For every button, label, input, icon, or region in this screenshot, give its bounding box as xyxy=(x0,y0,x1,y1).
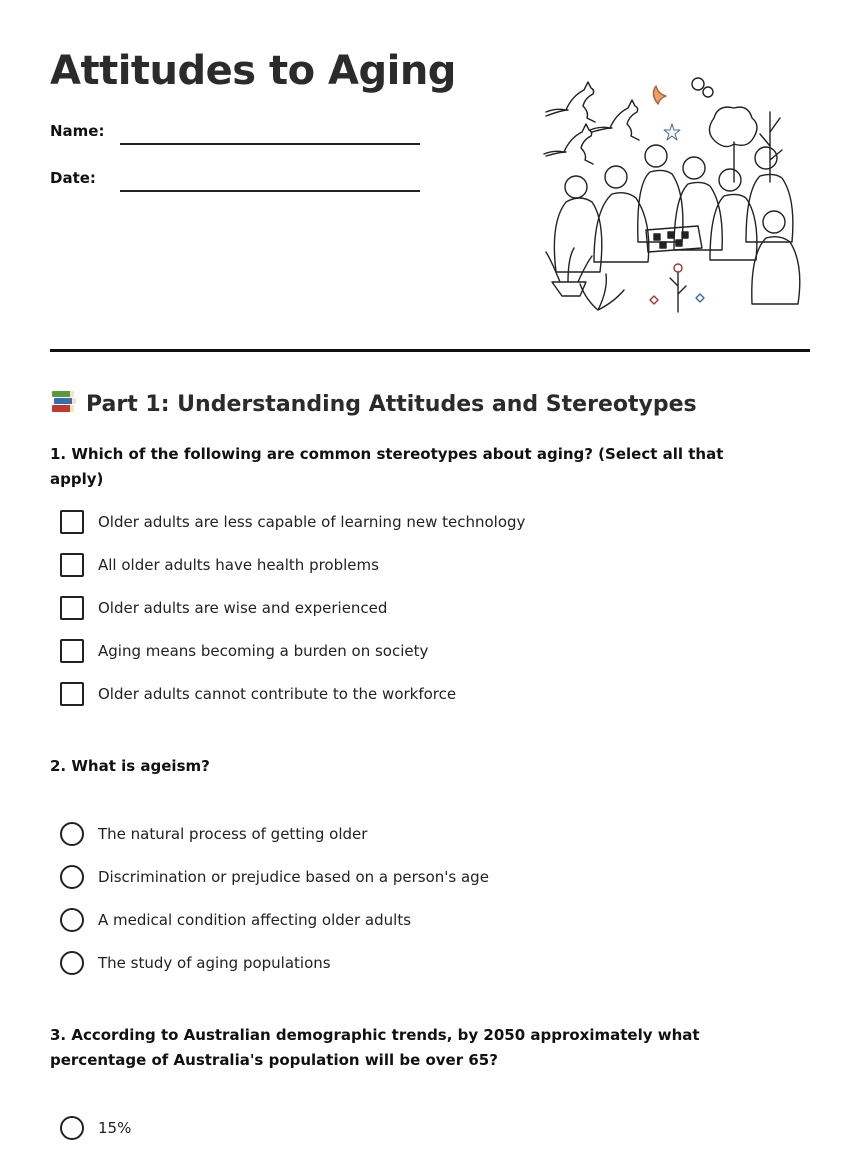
name-field xyxy=(50,122,104,140)
elderly-group-illustration xyxy=(538,72,808,317)
date-field xyxy=(50,169,96,187)
option-label: Older adults are less capable of learning new technology xyxy=(98,513,526,531)
date-line[interactable] xyxy=(120,190,420,192)
question-1: 1. Which of the following are common stereotypes about aging? (Select all that apply) xyxy=(50,445,724,488)
books-icon xyxy=(50,389,78,415)
name-line[interactable] xyxy=(120,143,420,145)
part1-heading-text: Part 1: Understanding Attitudes and Stereotypes xyxy=(86,392,697,417)
part1-heading xyxy=(50,389,697,417)
radio-button[interactable] xyxy=(60,1116,84,1140)
checkbox[interactable] xyxy=(60,596,84,620)
option-label: Discrimination or prejudice based on a person's age xyxy=(98,868,489,886)
question-2: 2. What is ageism? xyxy=(50,757,210,775)
option-label: Older adults cannot contribute to the workforce xyxy=(98,685,457,703)
checkbox[interactable] xyxy=(60,510,84,534)
option-label: Older adults are wise and experienced xyxy=(98,599,388,617)
radio-button[interactable] xyxy=(60,908,84,932)
checkbox[interactable] xyxy=(60,553,84,577)
name-label: Name: xyxy=(50,122,105,140)
radio-button[interactable] xyxy=(60,865,84,889)
header-divider xyxy=(50,349,810,352)
option-label: Aging means becoming a burden on society xyxy=(98,642,429,660)
option-label: All older adults have health problems xyxy=(98,556,379,574)
option-label: The natural process of getting older xyxy=(98,825,368,843)
radio-button[interactable] xyxy=(60,822,84,846)
radio-button[interactable] xyxy=(60,951,84,975)
checkbox[interactable] xyxy=(60,682,84,706)
question-3: 3. According to Australian demographic trends, by 2050 approximately what percentage of Australia's population will be over 65? xyxy=(50,1026,700,1069)
option-label: 15% xyxy=(98,1119,132,1137)
checkbox[interactable] xyxy=(60,639,84,663)
option-label: A medical condition affecting older adults xyxy=(98,911,412,929)
date-label: Date: xyxy=(50,169,96,187)
option-label: The study of aging populations xyxy=(98,954,331,972)
page-title: Attitudes to Aging xyxy=(50,48,456,94)
